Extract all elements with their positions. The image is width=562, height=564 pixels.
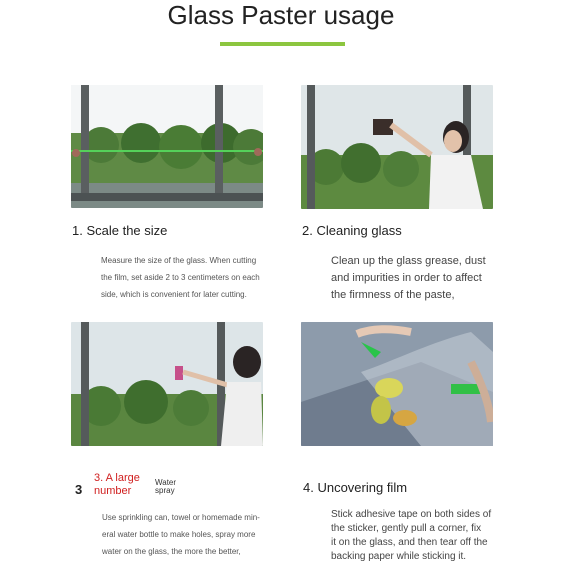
step4-description: [331, 508, 501, 564]
step1-heading: 1. Scale the size: [72, 223, 168, 238]
step3-line: Use sprinkling can, towel or homemade min-: [102, 513, 260, 522]
photo-water-spray: [71, 322, 263, 446]
photo-measure-window: [71, 85, 263, 208]
page-title: Glass Paster usage: [167, 0, 395, 30]
step4-heading: 4. Uncovering film: [303, 480, 408, 495]
step3-description: [102, 509, 272, 560]
step1-line: Measure the size of the glass. When cutting: [101, 256, 257, 265]
step4-line: Stick adhesive tape on both sides of: [331, 509, 492, 520]
step1-line: the film, set aside 2 to 3 centimeters on each: [101, 273, 260, 282]
step4-line: the sticker, gently pull a corner, fix: [331, 523, 482, 534]
step2-line: Clean up the glass grease, dust: [331, 255, 486, 267]
step3-line: eral water bottle to make holes, spray more: [102, 530, 256, 539]
step3-heading-red: 3. A large number: [94, 472, 140, 497]
step3-line: water on the glass, the more the better,: [102, 547, 241, 556]
step1-description: [101, 252, 271, 303]
step2-line: the firmness of the paste,: [331, 289, 455, 301]
step1-line: side, which is convenient for later cutting.: [101, 290, 247, 299]
step2-heading: 2. Cleaning glass: [302, 223, 402, 238]
title-underline: [220, 42, 345, 46]
step4-line: it on the glass, and then tear off the: [331, 537, 488, 548]
photo-cleaning-glass: [301, 85, 493, 209]
photo-uncovering-film: [301, 322, 493, 446]
step3-heading-small: Water spray: [155, 478, 177, 495]
step2-line: and impurities in order to affect: [331, 272, 482, 284]
step2-description: [331, 253, 496, 304]
step3-number: 3: [75, 482, 83, 497]
step4-line: backing paper while sticking it.: [331, 551, 467, 562]
